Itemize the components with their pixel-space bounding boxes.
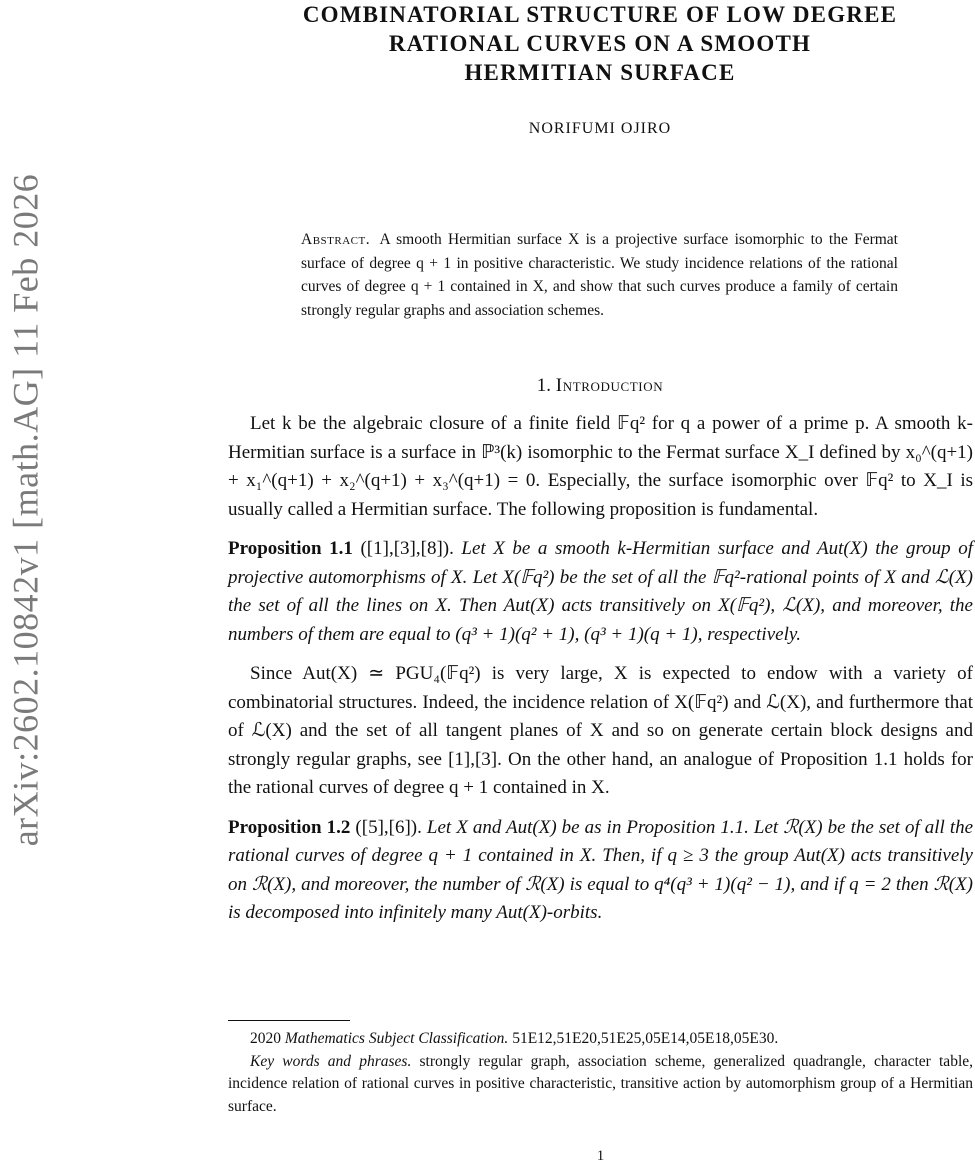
section-title: Introduction (555, 375, 664, 396)
title-line: RATIONAL CURVES ON A SMOOTH (388, 31, 812, 56)
proposition-refs: ([5],[6]). (355, 816, 422, 838)
section-number: 1. (536, 375, 552, 396)
main-text (228, 410, 973, 928)
footnote-msc (228, 1028, 973, 1051)
arxiv-stamp (4, 120, 46, 900)
section-heading (228, 375, 972, 397)
proposition-statement: Let X be a smooth k-Hermitian surface and Aut(X) the group of projective automorphisms of X. Let X(𝔽q²) be the set of all the 𝔽q²-rational points of X and ℒ(X) the set of all the lines on X. Then Aut(X) acts transitively on X(𝔽q²), ℒ(X), and moreover, the numbers of them are equal to (q³ + 1)(q² + 1), (q³ + 1)(q + 1), respectively. (228, 538, 974, 645)
proposition-1-1 (228, 535, 973, 649)
proposition-statement: Let X and Aut(X) be as in Proposition 1.1. Let ℛ(X) be the set of all the rational curves of degree q + 1 contained in X. Then, if q ≥ 3 the group Aut(X) acts transitively on ℛ(X), and moreover, the number of ℛ(X) is equal to q⁴(q³ + 1)(q² − 1), and if q = 2 then ℛ(X) is decomposed into infinitely many Aut(X)-orbits. (228, 816, 974, 923)
proposition-label: Proposition 1.1 (228, 538, 353, 559)
abstract (301, 228, 898, 322)
title-line: HERMITIAN SURFACE (464, 60, 736, 85)
proposition-refs: ([1],[3],[8]). (360, 538, 454, 559)
proposition-1-2 (228, 814, 973, 928)
abstract-heading: Abstract. (301, 231, 371, 248)
footnotes (228, 1028, 973, 1118)
footnote-rule (228, 1020, 350, 1021)
page-number: 1 (596, 1148, 605, 1164)
paper-title (228, 0, 972, 87)
abstract-text: A smooth Hermitian surface X is a projective surface isomorphic to the Fermat surface of degree q + 1 in positive characteristic. We study incidence relations of the rational curves of degree q + 1 contained in X, and show that such curves produce a family of certain strongly regular graphs and association schemes. (301, 231, 898, 319)
msc-year: 2020 (250, 1030, 281, 1047)
msc-label: Mathematics Subject Classification. (284, 1030, 509, 1047)
paragraph-intro: Let k be the algebraic closure of a finite field 𝔽q² for q a power of a prime p. A smooth k-Hermitian surface is a surface in ℙ³(k) isomorphic to the Fermat surface X_I defined by x₀^(q+1) + x₁^(q+1) + x₂^(q+1) + x₃^(q+1) = 0. Especially, the surface isomorphic over 𝔽q² to X_I is usually called a Hermitian surface. The following proposition is fundamental. (228, 413, 973, 520)
author-name: NORIFUMI OJIRO (528, 120, 672, 137)
msc-codes: 51E12,51E20,51E25,05E14,05E18,05E30. (512, 1030, 779, 1047)
keywords-label: Key words and phrases. (250, 1052, 412, 1070)
title-line: COMBINATORIAL STRUCTURE OF LOW DEGREE (302, 2, 898, 27)
footnote-keywords (228, 1051, 973, 1119)
arxiv-stamp-text: arXiv:2602.10842v1 [math.AG] 11 Feb 2026 (5, 173, 45, 847)
paragraph-combinatorial: Since Aut(X) ≃ PGU₄(𝔽q²) is very large, X is expected to endow with a variety of combinatorial structures. Indeed, the incidence relation of X(𝔽q²) and ℒ(X), and furthermore that of ℒ(X) and the set of all tangent planes of X and so on generate certain block designs and strongly regular graphs, see [1],[3]. On the other hand, an analogue of Proposition 1.1 holds for the rational curves of degree q + 1 contained in X. (228, 663, 973, 798)
proposition-label: Proposition 1.2 (228, 816, 351, 838)
keywords-text: strongly regular graph, association scheme, generalized quadrangle, character table, incidence relation of rational curves in positive characteristic, transitive action by automorphism group of a Hermitian surface. (228, 1052, 973, 1115)
